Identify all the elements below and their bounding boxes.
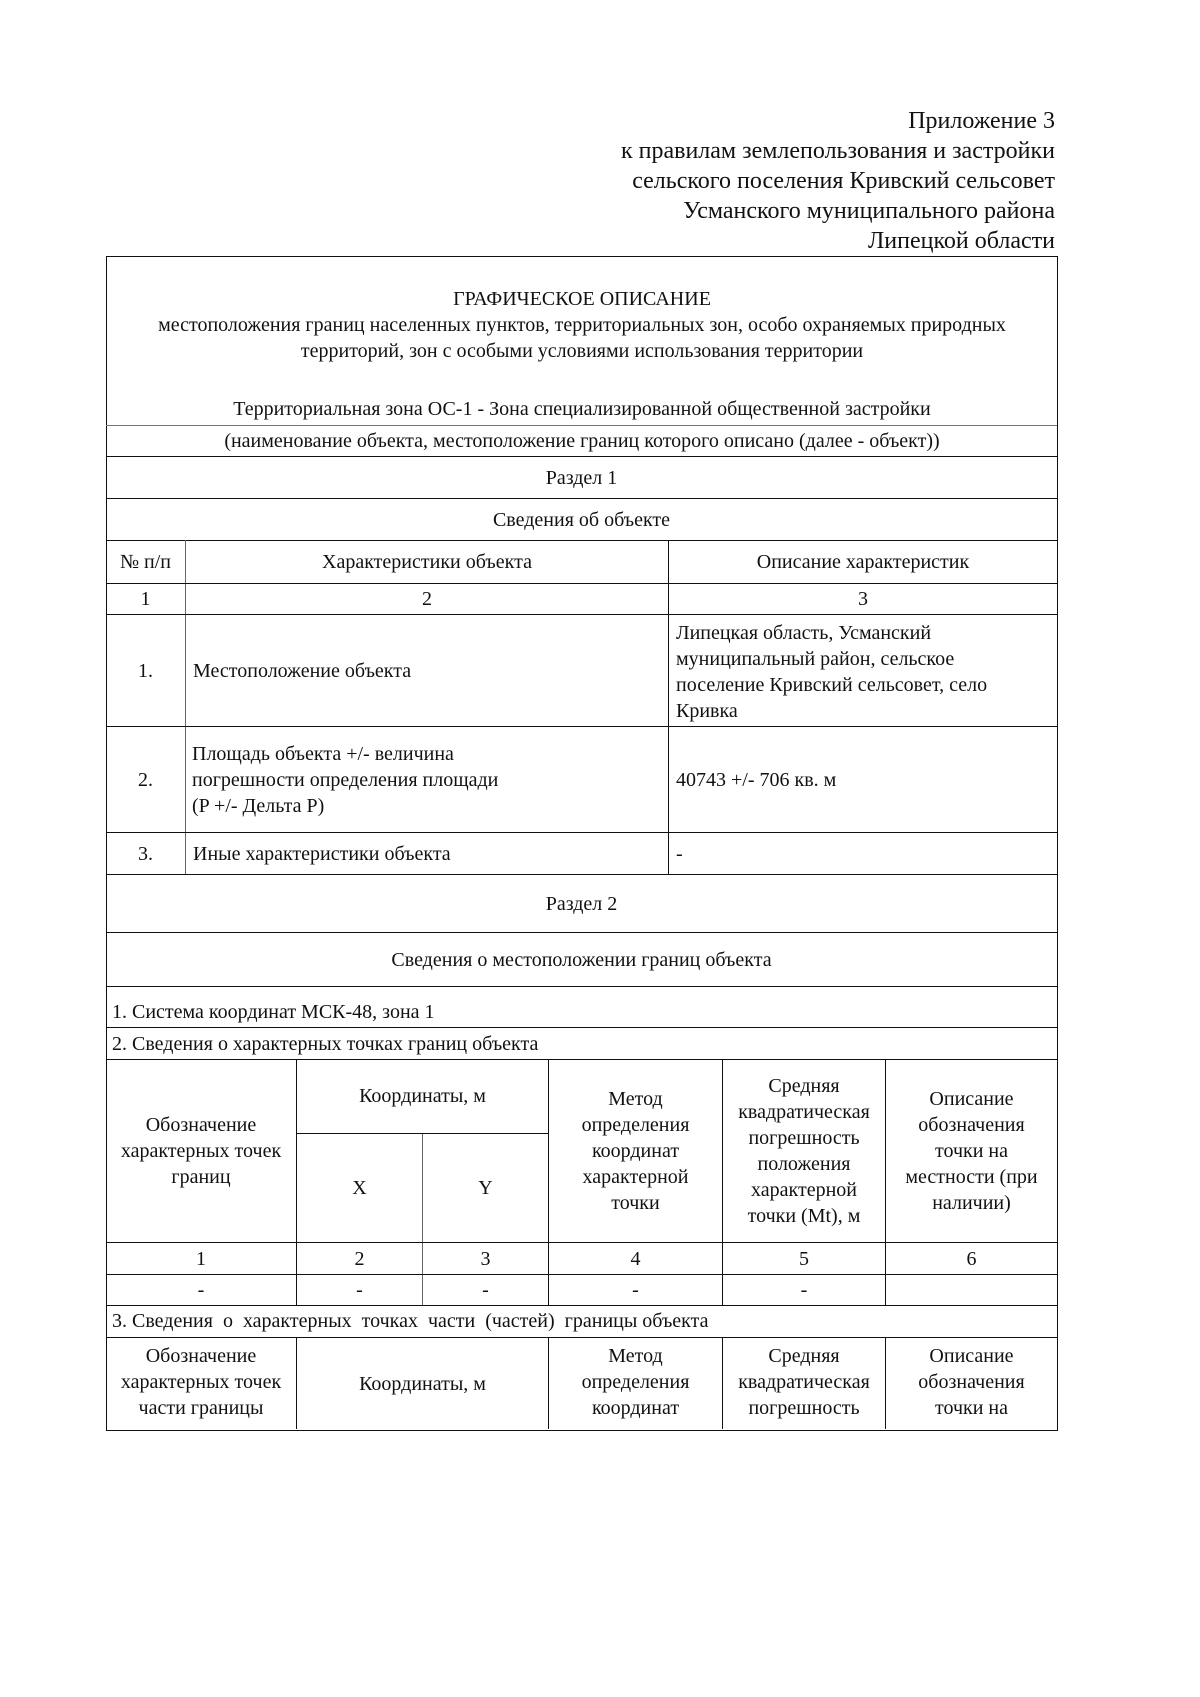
points-heading: 2. Сведения о характерных точках границ объекта xyxy=(112,1033,539,1055)
table-cell: - xyxy=(356,1279,363,1301)
object-name: Территориальная зона ОС-1 - Зона специализированной общественной застройки xyxy=(233,398,931,420)
section2-title: Раздел 2 xyxy=(545,892,618,915)
row-characteristic: Площадь объекта +/- величина погрешности определения площади (P +/- Дельта P) xyxy=(192,743,499,817)
divider xyxy=(106,986,1057,987)
col-number: 2 xyxy=(422,588,432,610)
col-number: 5 xyxy=(799,1247,809,1270)
parts-heading: 3. Сведения о характерных точках части (частей) границы объекта xyxy=(112,1310,709,1332)
col-header-description: Описание характеристик xyxy=(756,551,970,573)
col-number: 6 xyxy=(966,1247,977,1270)
row-number: 3. xyxy=(138,842,153,865)
col-header-characteristic: Характеристики объекта xyxy=(322,551,532,573)
row-description: 40743 +/- 706 кв. м xyxy=(676,768,837,791)
col-number: 4 xyxy=(630,1247,641,1270)
table-cell xyxy=(886,1275,1057,1305)
object-caption: (наименование объекта, местоположение границ которого описано (далее - объект)) xyxy=(224,430,940,452)
header-x: X xyxy=(352,1177,367,1199)
appendix-line: Приложение 3 xyxy=(908,108,1055,134)
appendix-line: к правилам землепользования и застройки xyxy=(620,138,1055,164)
parts-header-point-description: Описание обозначения точки на xyxy=(918,1345,1025,1419)
row-description: Липецкая область, Усманский муниципальный район, сельское поселение Кривский сельсовет, село Кривка xyxy=(676,622,988,722)
section2-subtitle: Сведения о местоположении границ объекта xyxy=(391,948,772,971)
header-error: Средняя квадратическая погрешность положения характерной точки (Mt), м xyxy=(738,1075,870,1227)
col-header-num: № п/п xyxy=(119,551,172,573)
section1-subtitle: Сведения об объекте xyxy=(492,508,671,531)
document-subtitle-line1: местоположения границ населенных пунктов, территориальных зон, особо охраняемых природных xyxy=(158,314,1006,336)
table-cell: - xyxy=(800,1279,808,1301)
section1-title: Раздел 1 xyxy=(545,466,618,489)
coordinate-system: 1. Система координат МСК-48, зона 1 xyxy=(112,1001,435,1023)
parts-header-coordinates: Координаты, м xyxy=(359,1373,486,1395)
header-designation: Обозначение характерных точек границ xyxy=(120,1114,282,1188)
divider xyxy=(106,1305,1057,1306)
header-coordinates: Координаты, м xyxy=(359,1085,486,1107)
divider xyxy=(106,425,1057,426)
row-number: 2. xyxy=(138,768,153,791)
appendix-line: Усманского муниципального района xyxy=(683,198,1055,224)
row-description: - xyxy=(676,842,683,865)
table-cell: - xyxy=(482,1279,489,1301)
appendix-line: Липецкой области xyxy=(868,228,1055,254)
parts-header-error: Средняя квадратическая погрешность xyxy=(738,1345,870,1419)
row-number: 1. xyxy=(138,659,153,682)
col-number: 3 xyxy=(480,1247,491,1270)
document-title: ГРАФИЧЕСКОЕ ОПИСАНИЕ xyxy=(453,288,711,310)
document-subtitle-line2: территорий, зон с особыми условиями использования территории xyxy=(300,340,864,362)
parts-header-method: Метод определения координат xyxy=(581,1345,690,1419)
row-characteristic: Местоположение объекта xyxy=(193,659,412,682)
header-point-description: Описание обозначения точки на местности (при наличии) xyxy=(905,1088,1038,1214)
table-cell: - xyxy=(197,1279,205,1301)
parts-header-designation: Обозначение характерных точек части границы xyxy=(120,1345,282,1419)
appendix-header xyxy=(621,106,1055,256)
divider xyxy=(106,1337,1057,1338)
divider xyxy=(106,1027,1057,1028)
row-characteristic: Иные характеристики объекта xyxy=(193,842,451,865)
col-number: 2 xyxy=(354,1247,365,1270)
header-y: Y xyxy=(478,1177,493,1199)
header-method: Метод определения координат характерной точки xyxy=(581,1088,690,1214)
col-number: 1 xyxy=(196,1247,206,1270)
appendix-line: сельского поселения Кривский сельсовет xyxy=(632,168,1055,194)
col-number: 3 xyxy=(858,588,868,610)
table-cell: - xyxy=(632,1279,639,1301)
col-number: 1 xyxy=(140,588,151,610)
